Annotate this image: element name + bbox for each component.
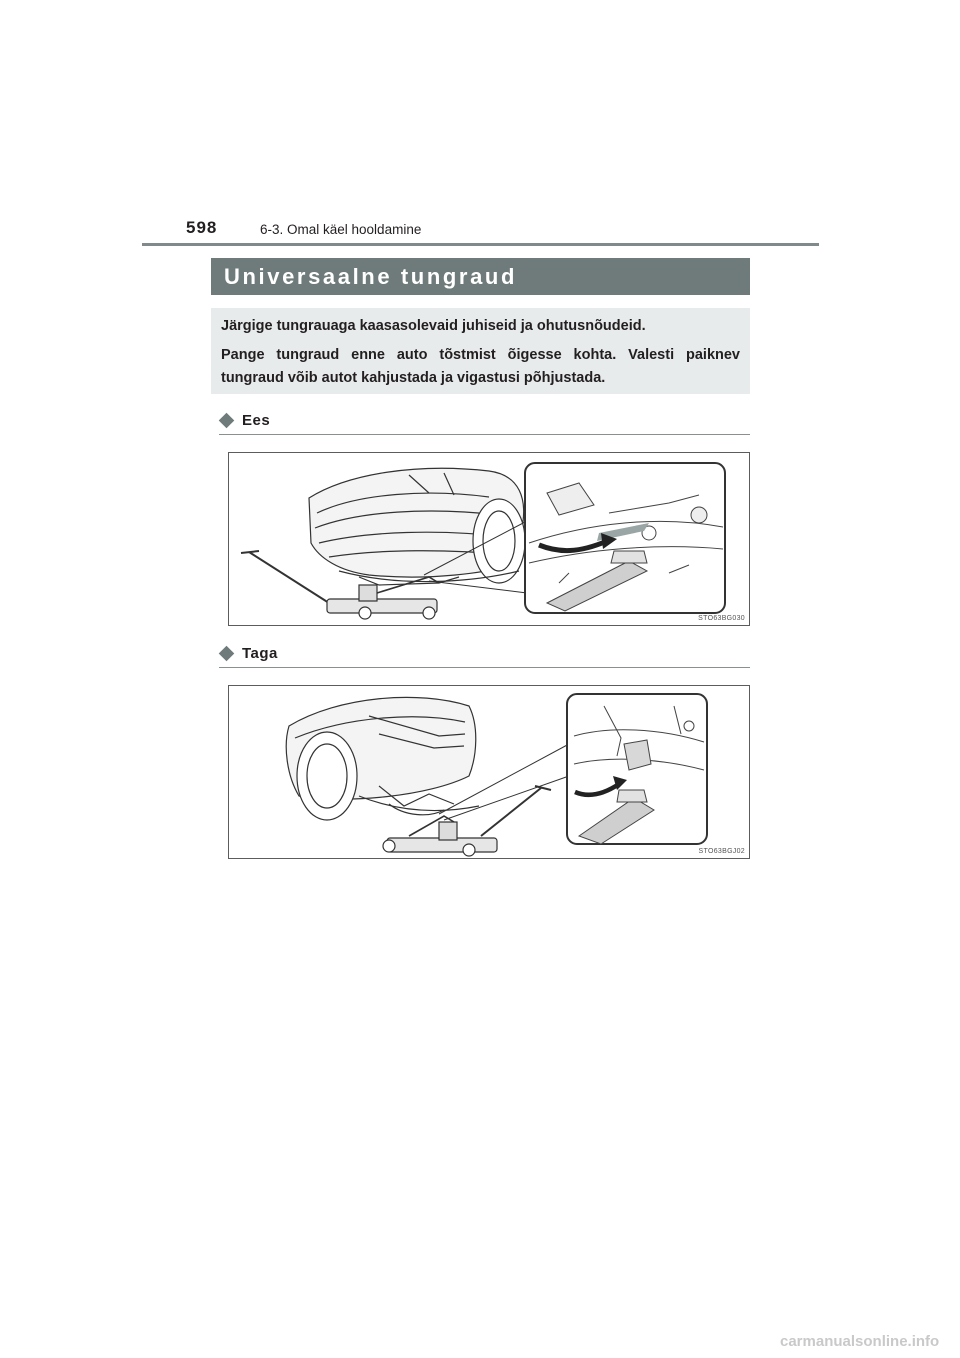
front-jack-illustration — [229, 453, 750, 626]
rear-jack-illustration — [229, 686, 750, 859]
front-heading-rule — [219, 434, 750, 435]
intro-paragraph-2: Pange tungraud enne auto tõstmist õigesse kohta. Valesti paiknev tungraud võib autot kahjustada ja vigastusi põhjustada. — [221, 347, 740, 386]
rear-heading-rule — [219, 667, 750, 668]
diamond-bullet-icon — [219, 413, 235, 429]
section-title-bar: Universaalne tungraud — [211, 258, 750, 295]
rear-heading-label: Taga — [242, 645, 278, 662]
header-rule — [142, 243, 819, 246]
front-figure — [228, 452, 750, 626]
chapter-title: 6-3. Omal käel hooldamine — [260, 222, 422, 237]
front-heading-label: Ees — [242, 412, 271, 429]
diamond-bullet-icon — [219, 646, 235, 662]
intro-paragraph-1: Järgige tungrauaga kaasasolevaid juhiseid ja ohutusnõudeid. — [221, 318, 646, 334]
front-figure-code: STO63BG030 — [698, 615, 745, 622]
rear-figure — [228, 685, 750, 859]
intro-box — [211, 308, 750, 394]
page-number: 598 — [186, 218, 218, 237]
rear-figure-code: STO63BGJ02 — [698, 848, 745, 855]
watermark: carmanualsonline.info — [780, 1333, 940, 1350]
